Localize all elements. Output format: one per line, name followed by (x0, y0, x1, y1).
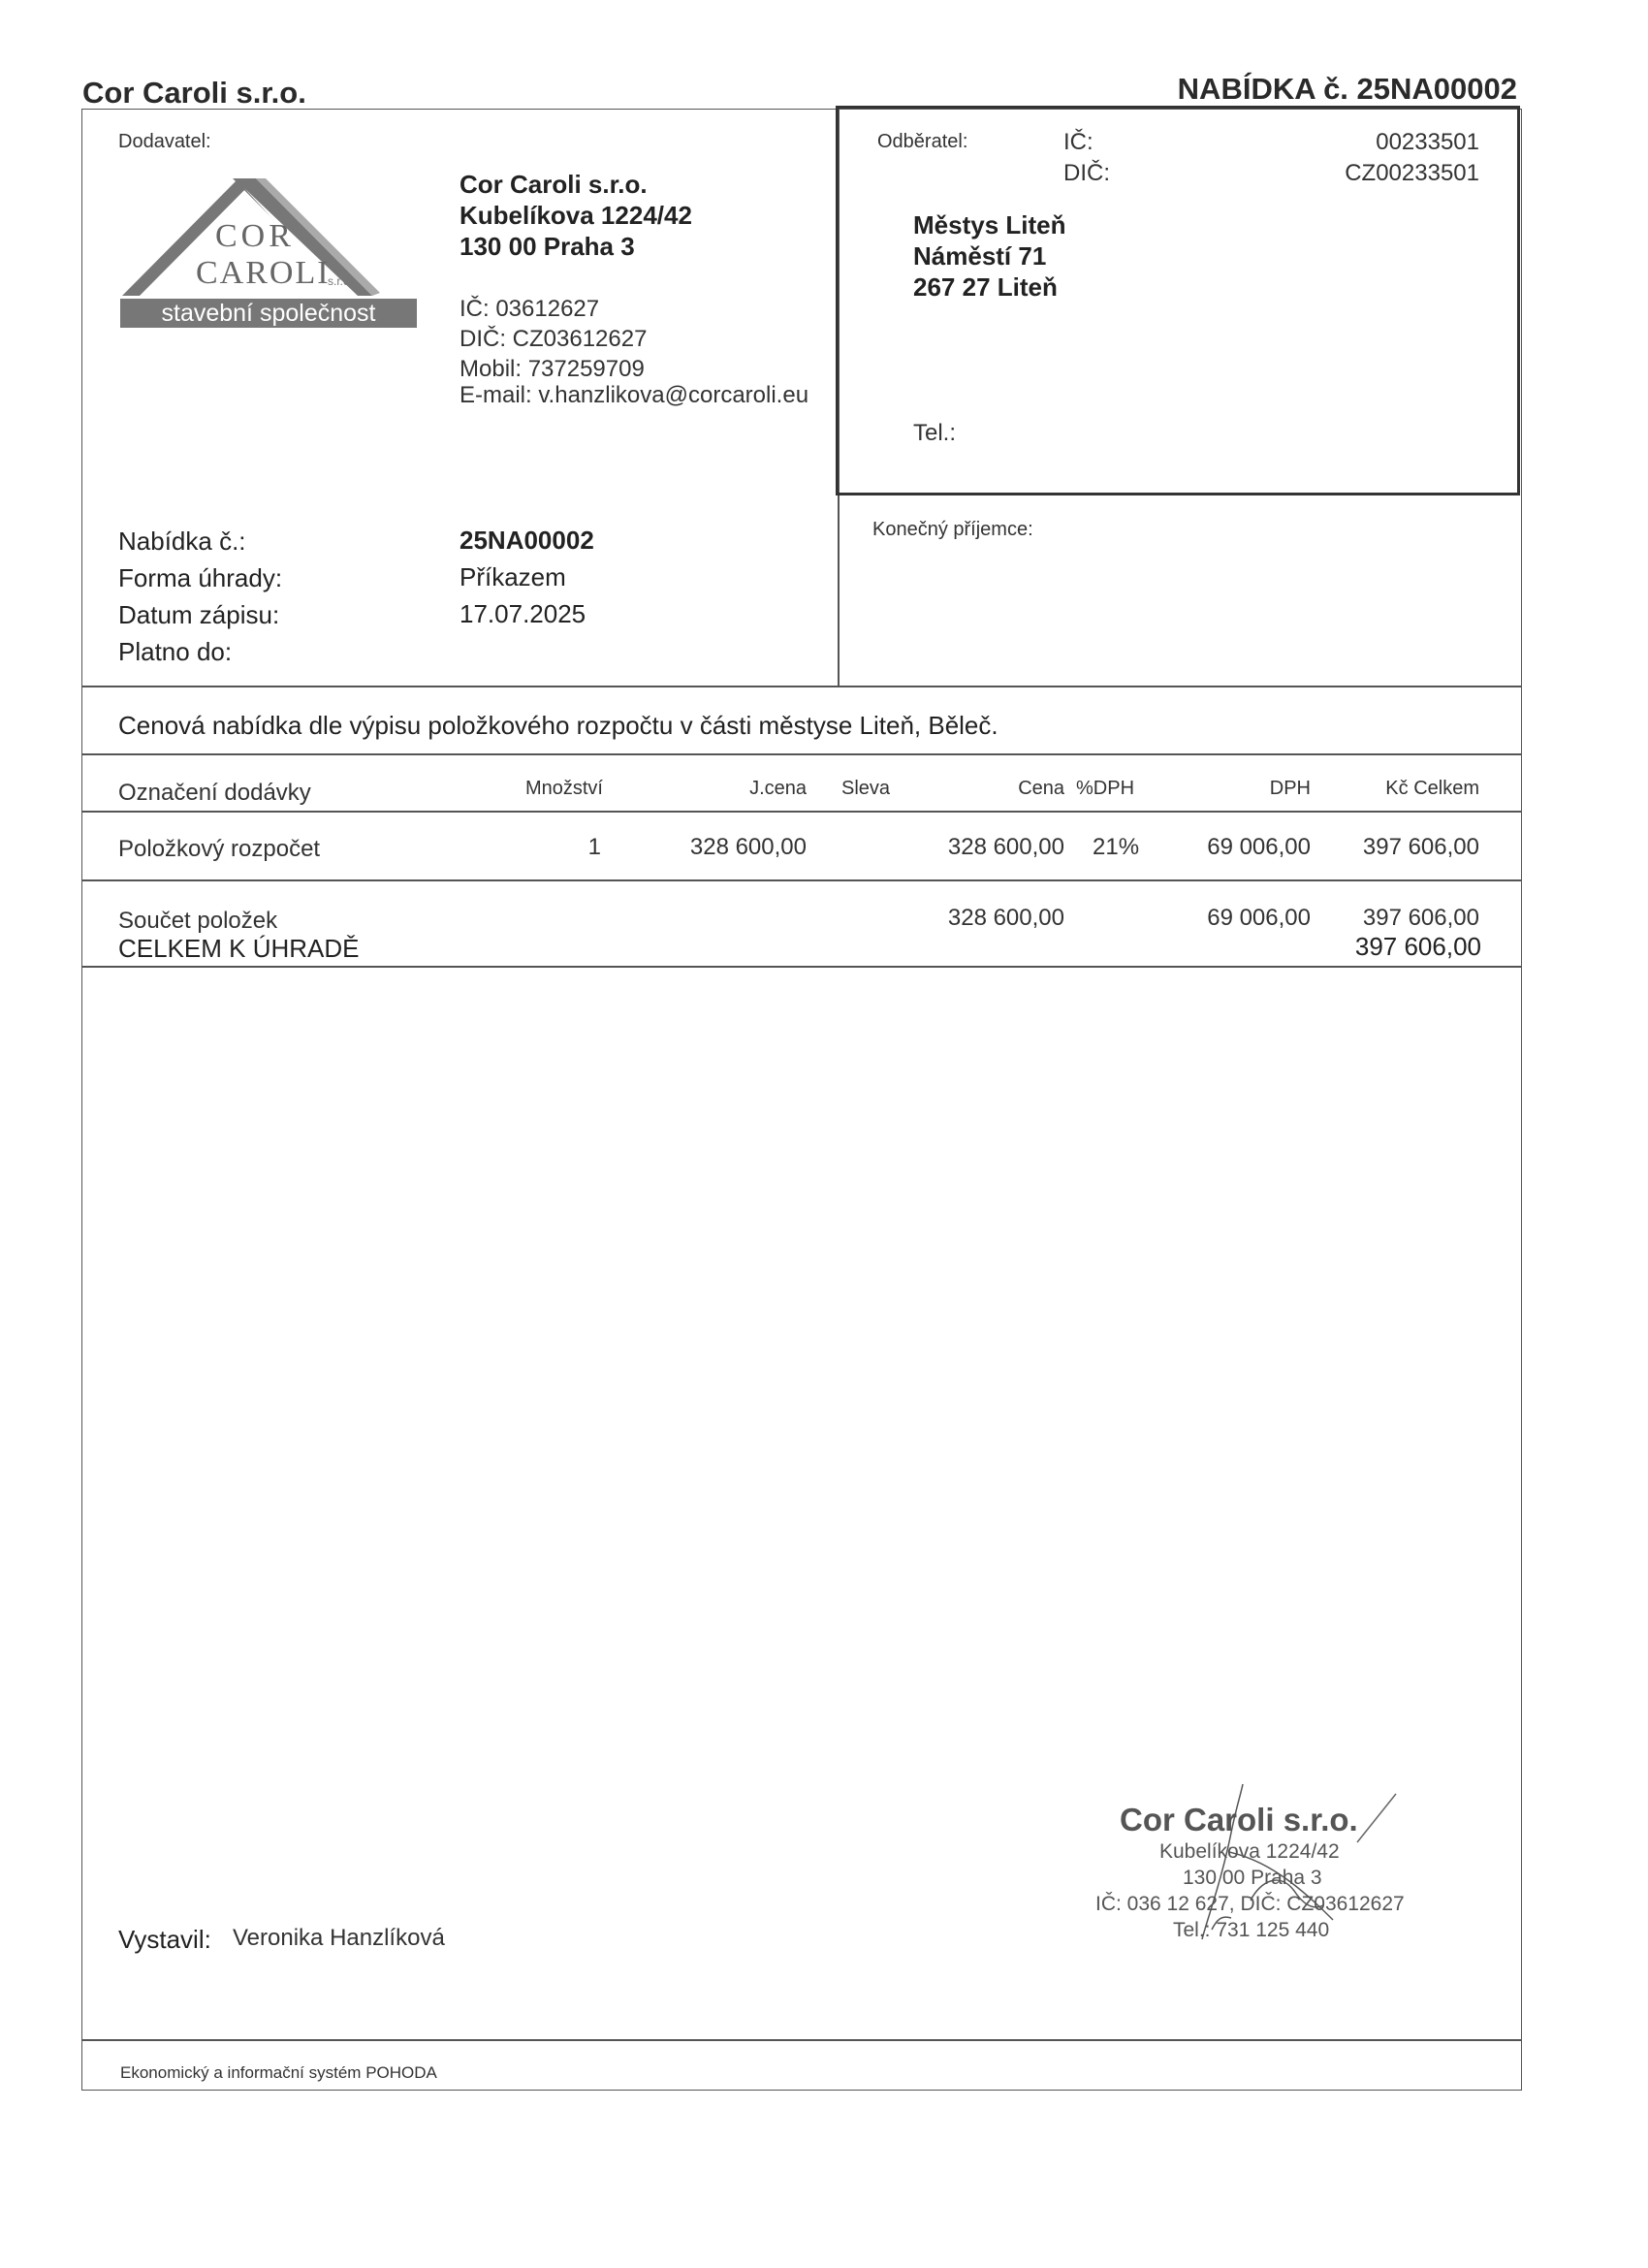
row-price: 328 600,00 (947, 834, 1064, 860)
supplier-dic: DIČ: CZ03612627 (460, 326, 648, 352)
payment-value: Příkazem (460, 562, 566, 591)
logo-line2: CAROLI (196, 255, 331, 291)
th-price: Cena (1018, 778, 1064, 799)
stamp-company: Cor Caroli s.r.o. (1120, 1802, 1358, 1837)
offer-number-label: Nabídka č.: (118, 527, 246, 556)
row-vat: 69 006,00 (1207, 834, 1311, 860)
th-qty: Množství (524, 778, 603, 799)
th-unit-price: J.cena (749, 778, 807, 799)
divider-rows (81, 879, 1522, 881)
stamp-tel: Tel.: 731 125 440 (1173, 1919, 1330, 1941)
grand-total-value: 397 606,00 (1354, 932, 1481, 961)
supplier-street: Kubelíkova 1224/42 (460, 201, 692, 230)
customer-label: Odběratel: (877, 131, 968, 152)
sum-vat: 69 006,00 (1207, 905, 1311, 931)
sum-label: Součet položek (118, 908, 278, 934)
th-vat: DPH (1269, 778, 1311, 799)
customer-street: Náměstí 71 (913, 241, 1047, 271)
th-total: Kč Celkem (1385, 778, 1479, 799)
customer-ic-label: IČ: (1063, 129, 1093, 155)
supplier-label: Dodavatel: (118, 131, 211, 152)
offer-number-value: 25NA00002 (460, 526, 594, 555)
issued-by-label: Vystavil: (118, 1925, 211, 1954)
header-company: Cor Caroli s.r.o. (82, 76, 306, 110)
th-discount: Sleva (841, 778, 891, 799)
divider-footer (81, 2039, 1522, 2041)
footer-text: Ekonomický a informační systém POHODA (120, 2063, 437, 2082)
divider-totals (81, 966, 1522, 968)
row-qty: 1 (587, 834, 601, 860)
supplier-name: Cor Caroli s.r.o. (460, 170, 648, 199)
supplier-email: E-mail: v.hanzlikova@corcaroli.eu (460, 382, 809, 408)
stamp-city: 130 00 Praha 3 (1183, 1867, 1322, 1889)
divider-info (81, 686, 1522, 687)
sum-price: 328 600,00 (947, 905, 1064, 931)
date-value: 17.07.2025 (460, 599, 586, 628)
sum-total: 397 606,00 (1362, 905, 1479, 931)
date-label: Datum zápisu: (118, 600, 280, 629)
supplier-mobile: Mobil: 737259709 (460, 356, 645, 382)
divider-table-header (81, 811, 1522, 813)
customer-tel-label: Tel.: (913, 420, 957, 446)
row-total: 397 606,00 (1362, 834, 1479, 860)
valid-until-label: Platno do: (118, 637, 233, 666)
customer-dic-label: DIČ: (1063, 160, 1110, 186)
issued-by-name: Veronika Hanzlíková (233, 1925, 445, 1951)
logo-tagline: stavební společnost (161, 300, 376, 327)
row-unit-price: 328 600,00 (689, 834, 807, 860)
customer-city: 267 27 Liteň (913, 272, 1058, 302)
supplier-ic: IČ: 03612627 (460, 296, 600, 322)
stamp-ids: IČ: 036 12 627, DIČ: CZ03612627 (1095, 1893, 1405, 1915)
customer-name: Městys Liteň (913, 210, 1066, 240)
document-title: NABÍDKA č. 25NA00002 (1177, 72, 1517, 106)
stamp-street: Kubelíkova 1224/42 (1159, 1840, 1340, 1863)
payment-label: Forma úhrady: (118, 563, 283, 592)
row-item: Položkový rozpočet (118, 836, 321, 862)
row-vat-pct: 21% (1093, 834, 1140, 860)
th-vat-pct: %DPH (1076, 778, 1135, 799)
company-logo (118, 175, 421, 335)
logo-line1: COR (215, 218, 295, 254)
offer-description: Cenová nabídka dle výpisu položkového rozpočtu v části městyse Liteň, Běleč. (118, 711, 998, 740)
grand-total-label: CELKEM K ÚHRADĚ (118, 934, 360, 963)
logo-suffix: s.r.o. (328, 274, 354, 288)
customer-ic-value: 00233501 (1376, 129, 1479, 155)
signature (1115, 1774, 1425, 1959)
divider-description (81, 753, 1522, 755)
th-item: Označení dodávky (118, 780, 311, 806)
customer-dic-value: CZ00233501 (1345, 160, 1479, 186)
supplier-city: 130 00 Praha 3 (460, 232, 635, 261)
final-recipient-label: Konečný příjemce: (872, 519, 1033, 540)
